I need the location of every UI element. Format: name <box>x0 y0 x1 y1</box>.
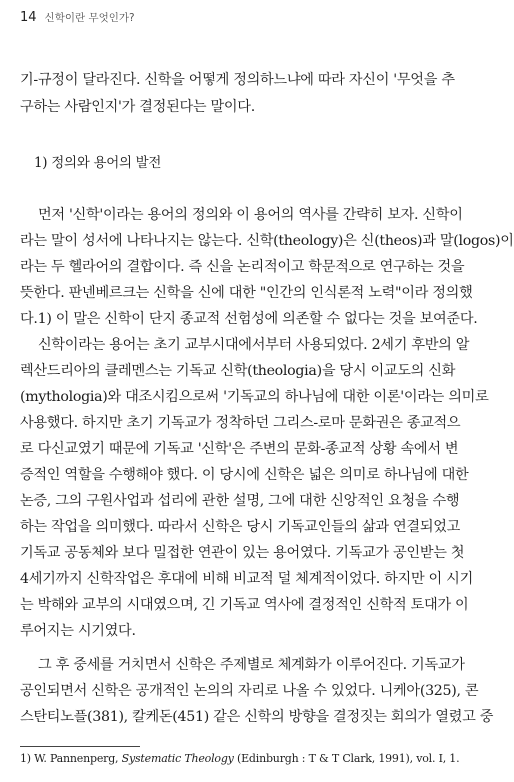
body-line: 신학이라는 용어는 초기 교부시대에서부터 사용되었다. 2세기 후반의 알 <box>38 337 470 353</box>
body-line: 먼저 '신학'이라는 용어의 정의와 이 용어의 역사를 간략히 보자. 신학이 <box>38 207 463 223</box>
body-line: 뜻한다. 판넨베르크는 신학을 신에 대한 "인간의 인식론적 노력"이라 정의했 <box>20 285 473 301</box>
body-line: 라는 두 헬라어의 결합이다. 즉 신을 논리적이고 학문적으로 연구하는 것을 <box>20 259 465 275</box>
footnote-book-title: Systematic Theology <box>121 752 234 765</box>
body-line: 공인되면서 신학은 공개적인 논의의 자리로 나올 수 있었다. 니케아(325), 콘 <box>20 683 479 699</box>
body-line: 그 후 중세를 거치면서 신학은 주제별로 체계화가 이루어진다. 기독교가 <box>38 657 465 673</box>
body-line: 4세기까지 신학작업은 후대에 비해 비교적 덜 체계적이었다. 하지만 이 시기 <box>20 571 473 587</box>
body-line: 논증, 그의 구원사업과 섭리에 관한 설명, 그에 대한 신앙적인 요청을 수행 <box>20 493 460 509</box>
body-line: (mythologia)와 대조시킴으로써 '기독교의 하나님에 대한 이론'이라는 의미로 <box>20 389 489 405</box>
body-line: 구하는 사람인지'가 결정된다는 말이다. <box>20 99 255 115</box>
body-line: 하는 작업을 의미했다. 따라서 신학은 당시 기독교인들의 삶과 연결되었고 <box>20 519 461 535</box>
body-line: 렉산드리아의 클레멘스는 기독교 신학(theologia)을 당시 이교도의 신화 <box>20 363 456 379</box>
footnote-divider <box>20 746 140 747</box>
body-line: 라는 말이 성서에 나타나지는 않는다. 신학(theology)은 신(theos)과 말(logos)이 <box>20 233 514 249</box>
body-line: 기독교 공동체와 보다 밀접한 연관이 있는 용어였다. 기독교가 공인받는 첫 <box>20 545 465 561</box>
body-line: 기-규정이 달라진다. 신학을 어떻게 정의하느냐에 따라 자신이 '무엇을 추 <box>20 72 455 88</box>
footnote <box>20 752 460 765</box>
running-title: 신학이란 무엇인가? <box>44 12 135 24</box>
body-line: 스탄티노플(381), 칼케돈(451) 같은 신학의 방향을 결정짓는 회의가 열렸고 중 <box>20 709 494 725</box>
body-line: 는 박해와 교부의 시대였으며, 긴 기독교 역사에 결정적인 신학적 토대가 이 <box>20 597 469 613</box>
footnote-prefix: 1) W. Pannenperg, <box>20 752 122 765</box>
body-line: 로 다신교였기 때문에 기독교 '신학'은 주변의 문화-종교적 상황 속에서 변 <box>20 441 459 457</box>
body-line: 루어지는 시기였다. <box>20 623 136 639</box>
body-line: 증적인 역할을 수행해야 했다. 이 당시에 신학은 넓은 의미로 하나님에 대한 <box>20 467 469 483</box>
section-heading: 1) 정의와 용어의 발전 <box>34 155 162 171</box>
body-line: 다.1) 이 말은 신학이 단지 종교적 선험성에 의존할 수 없다는 것을 보여준다. <box>20 311 478 327</box>
page-header <box>20 10 135 25</box>
footnote-suffix: (Edinburgh : T & T Clark, 1991), vol. I, 1. <box>233 752 460 765</box>
body-line: 사용했다. 하지만 초기 기독교가 정착하던 그리스-로마 문화권은 종교적으 <box>20 415 461 431</box>
page-number: 14 <box>20 10 37 25</box>
